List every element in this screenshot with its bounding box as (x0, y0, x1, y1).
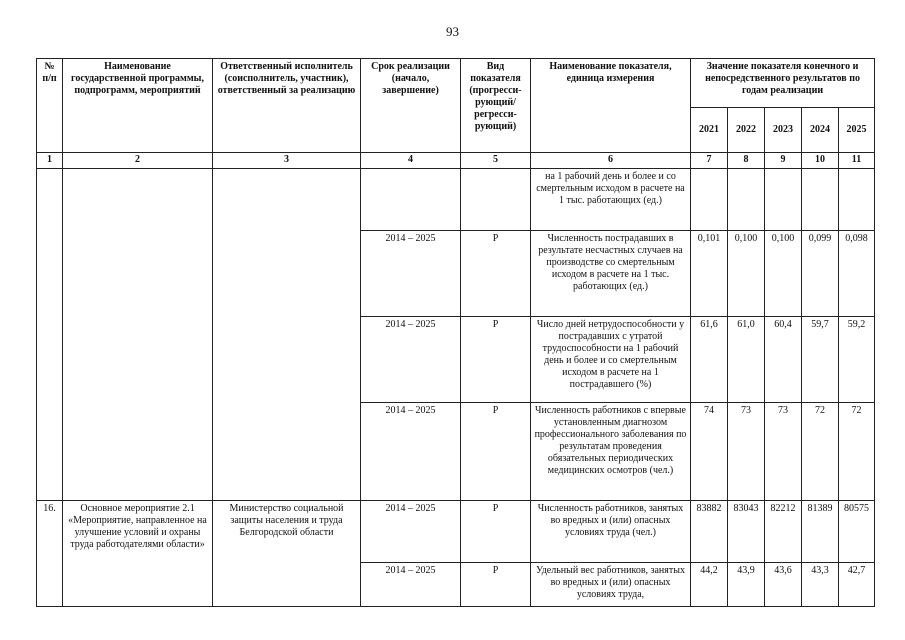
header-responsible: Ответственный исполнитель (соисполнитель, участник), ответственный за реализацию (213, 59, 361, 153)
period-cell: 2014 – 2025 (361, 563, 461, 607)
value-cell: 0,101 (691, 231, 728, 317)
value-cell: 0,100 (728, 231, 765, 317)
value-cell: 73 (728, 403, 765, 501)
value-cell: 60,4 (765, 317, 802, 403)
program-name-cell (63, 169, 213, 501)
value-cell: 83882 (691, 501, 728, 563)
value-cell: 72 (802, 403, 839, 501)
period-cell (361, 169, 461, 231)
column-number: 11 (839, 153, 875, 169)
table-row (37, 169, 875, 231)
table-row (37, 501, 875, 563)
column-numbers-row (37, 153, 875, 169)
column-number: 5 (461, 153, 531, 169)
type-cell: Р (461, 403, 531, 501)
type-cell (461, 169, 531, 231)
value-cell: 72 (839, 403, 875, 501)
period-cell: 2014 – 2025 (361, 501, 461, 563)
header-indicator: Наименование показателя, единица измерения (531, 59, 691, 153)
row-number-cell: 16. (37, 501, 63, 607)
value-cell (765, 169, 802, 231)
indicator-cell: Число дней нетрудоспособности у пострадавших с утратой трудоспособности на 1 рабочий день и более и со смертельным исходом в расчете на 1 пострадавшего (%) (531, 317, 691, 403)
value-cell: 81389 (802, 501, 839, 563)
header-year: 2025 (839, 108, 875, 153)
value-cell: 82212 (765, 501, 802, 563)
period-cell: 2014 – 2025 (361, 231, 461, 317)
column-number: 2 (63, 153, 213, 169)
header-name: Наименование государственной программы, подпрограмм, мероприятий (63, 59, 213, 153)
value-cell: 61,6 (691, 317, 728, 403)
value-cell: 61,0 (728, 317, 765, 403)
indicators-table (36, 58, 875, 607)
row-number-cell (37, 169, 63, 501)
header-year: 2024 (802, 108, 839, 153)
header-year: 2023 (765, 108, 802, 153)
page-number: 93 (446, 24, 459, 39)
period-cell: 2014 – 2025 (361, 317, 461, 403)
header-type: Вид показателя (прогресси-рующий/ регресси-рующий) (461, 59, 531, 153)
column-number: 4 (361, 153, 461, 169)
column-number: 9 (765, 153, 802, 169)
program-name-cell: Основное мероприятие 2.1 «Мероприятие, направленное на улучшение условий и охраны труда работодателями области» (63, 501, 213, 607)
value-cell: 44,2 (691, 563, 728, 607)
header-values-group: Значение показателя конечного и непосредственного результатов по годам реализации (691, 59, 875, 108)
value-cell: 0,099 (802, 231, 839, 317)
value-cell: 43,3 (802, 563, 839, 607)
period-cell: 2014 – 2025 (361, 403, 461, 501)
column-number: 6 (531, 153, 691, 169)
column-number: 10 (802, 153, 839, 169)
indicator-cell: Численность пострадавших в результате несчастных случаев на производстве со смертельным исходом в расчете на 1 тыс. работающих (ед.) (531, 231, 691, 317)
column-number: 1 (37, 153, 63, 169)
value-cell (839, 169, 875, 231)
column-number: 3 (213, 153, 361, 169)
value-cell (728, 169, 765, 231)
value-cell: 73 (765, 403, 802, 501)
column-number: 8 (728, 153, 765, 169)
value-cell (802, 169, 839, 231)
type-cell: Р (461, 563, 531, 607)
value-cell: 43,6 (765, 563, 802, 607)
value-cell: 43,9 (728, 563, 765, 607)
value-cell: 59,7 (802, 317, 839, 403)
type-cell: Р (461, 501, 531, 563)
indicator-cell: на 1 рабочий день и более и со смертельным исходом в расчете на 1 тыс. работающих (ед.) (531, 169, 691, 231)
value-cell: 80575 (839, 501, 875, 563)
header-year: 2022 (728, 108, 765, 153)
header-period: Срок реализации (начало, завершение) (361, 59, 461, 153)
header-no: № п/п (37, 59, 63, 153)
type-cell: Р (461, 231, 531, 317)
indicator-cell: Численность работников, занятых во вредных и (или) опасных условиях труда (чел.) (531, 501, 691, 563)
responsible-cell (213, 169, 361, 501)
indicator-cell: Численность работников с впервые установленным диагнозом профессионального заболевания по результатам проведения обязательных периодических медицинских осмотров (чел.) (531, 403, 691, 501)
value-cell: 0,098 (839, 231, 875, 317)
table-header-row (37, 59, 875, 108)
value-cell: 0,100 (765, 231, 802, 317)
type-cell: Р (461, 317, 531, 403)
value-cell: 42,7 (839, 563, 875, 607)
value-cell: 59,2 (839, 317, 875, 403)
value-cell (691, 169, 728, 231)
indicator-cell: Удельный вес работников, занятых во вредных и (или) опасных условиях труда, (531, 563, 691, 607)
responsible-cell: Министерство социальной защиты населения и труда Белгородской области (213, 501, 361, 607)
value-cell: 74 (691, 403, 728, 501)
header-year: 2021 (691, 108, 728, 153)
column-number: 7 (691, 153, 728, 169)
value-cell: 83043 (728, 501, 765, 563)
